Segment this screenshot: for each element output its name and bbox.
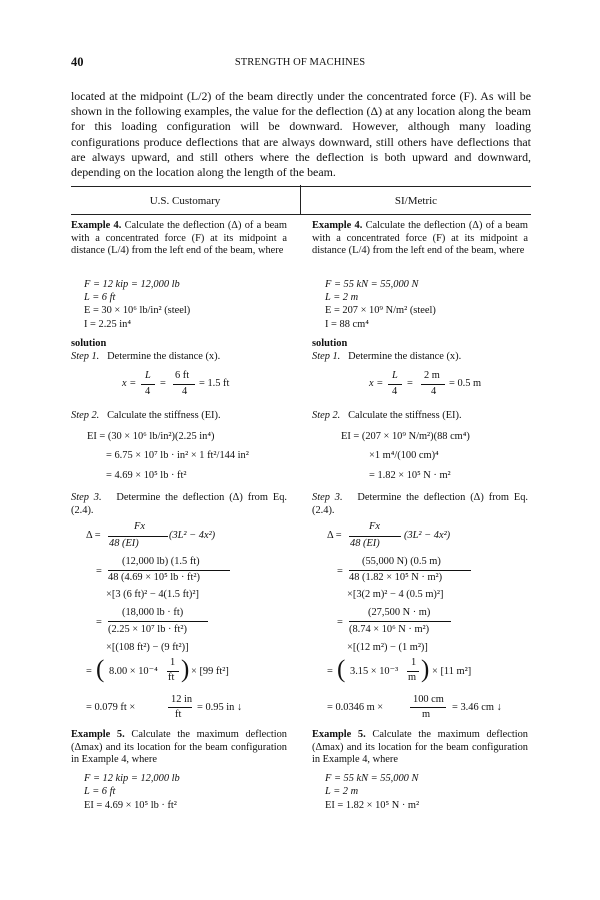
equals: = [407, 378, 413, 389]
frac-num: (18,000 lb · ft) [122, 607, 184, 618]
step1-label: Step 1. [312, 351, 341, 362]
fraction-bar [108, 536, 168, 537]
ei-line-3: = 1.82 × 10⁵ N · m² [369, 470, 451, 481]
solution-label: solution [71, 338, 107, 349]
frac-num: 12 in [171, 694, 193, 705]
page-number: 40 [71, 55, 84, 69]
step1-label: Step 1. [71, 351, 100, 362]
solution-label: solution [312, 338, 348, 349]
delta-lead-7: = 0.0346 m × [327, 702, 384, 713]
frac-den: 48 (EI) [109, 538, 139, 549]
given-line: F = 55 kN = 55,000 N [325, 279, 419, 290]
delta-tail: (3L² − 4x²) [404, 530, 451, 541]
fraction-bar [410, 707, 446, 708]
frac-num: (12,000 lb) (1.5 ft) [122, 556, 200, 567]
step1-result: = 0.5 m [449, 378, 482, 389]
delta-line-5: ×[(12 m²) − (1 m²)] [347, 642, 428, 653]
frac-den: m [408, 672, 417, 683]
example4-title: Example 4. [71, 220, 122, 231]
ei-line-1: EI = (30 × 10⁶ lb/in²)(2.25 in⁴) [87, 431, 215, 442]
frac-num: L [145, 370, 151, 381]
step2-label: Step 2. [312, 410, 341, 421]
delta-line-3: ×[3(2 m)² − 4 (0.5 m)²] [347, 589, 444, 600]
frac-den: (8.74 × 10⁶ N · m²) [349, 624, 430, 635]
fraction-bar [388, 384, 402, 385]
example5-paragraph [71, 729, 287, 767]
fraction-bar [168, 707, 192, 708]
frac-num: 100 cm [413, 694, 444, 705]
fraction-bar [108, 621, 208, 622]
example4-paragraph [312, 220, 528, 258]
given-line: I = 88 cm⁴ [325, 319, 369, 330]
example5-title: Example 5. [312, 729, 366, 740]
frac-num: L [392, 370, 398, 381]
fraction-bar [173, 384, 195, 385]
example5-text: Calculate the maximum deflection (Δmax) and its location for the beam configuration in Example 4, where [312, 729, 528, 766]
frac-den: 4 [145, 386, 151, 397]
frac-den: (2.25 × 10⁷ lb · ft²) [108, 624, 187, 635]
frac-num: (27,500 N · m) [368, 607, 431, 618]
step1-text: Determine the distance (x). [348, 351, 462, 362]
step2-label: Step 2. [71, 410, 100, 421]
delta-tail-6: × [11 m²] [432, 666, 472, 677]
intro-paragraph: located at the midpoint (L/2) of the beam directly under the concentrated force (F). As will be shown in the following examples, the value for the deflection (Δ) at any location along the beam for this loading configuration will be downward. However, although many loading configurations produce deflections that are always downward, still others have deflections that are always upward, and still others where the deflection is both upward and downward, depending on the location along the length of the beam. [71, 89, 531, 180]
frac-num: 6 ft [175, 370, 190, 381]
table-top-rule [71, 186, 531, 187]
ei-line-2: = 6.75 × 10⁷ lb · in² × 1 ft²/144 in² [106, 450, 249, 461]
step2-text: Calculate the stiffness (EI). [107, 410, 221, 421]
delta-tail-6: × [99 ft²] [191, 666, 229, 677]
frac-den: 48 (1.82 × 10⁵ N · m²) [349, 572, 443, 583]
step2-text: Calculate the stiffness (EI). [348, 410, 462, 421]
frac-den: 4 [392, 386, 398, 397]
frac-num: 1 [170, 657, 176, 668]
delta-line-5: ×[(108 ft²) − (9 ft²)] [106, 642, 189, 653]
step3-label: Step 3. [312, 492, 343, 503]
given-line: L = 2 m [325, 786, 359, 797]
given-line: I = 2.25 in⁴ [84, 319, 132, 330]
example5-text: Calculate the maximum deflection (Δmax) and its location for the beam configuration in Example 4, where [71, 729, 287, 766]
delta-tail: (3L² − 4x²) [169, 530, 216, 541]
delta-lhs: Δ = [327, 530, 342, 541]
fraction-bar [349, 570, 471, 571]
fraction-bar [108, 570, 230, 571]
given-line: E = 30 × 10⁶ lb/in² (steel) [84, 305, 191, 316]
column-head-si: SI/Metric [394, 195, 438, 207]
frac-den: 48 (4.69 × 10⁵ lb · ft²) [108, 572, 200, 583]
step3-label: Step 3. [71, 492, 102, 503]
given-line: EI = 1.82 × 10⁵ N · m² [325, 800, 420, 811]
example4-title: Example 4. [312, 220, 363, 231]
step1-lhs: x = [369, 378, 384, 389]
given-line: E = 207 × 10⁹ N/m² (steel) [325, 305, 436, 316]
step3-text: Determine the deflection (Δ) from Eq. (2.4). [312, 492, 529, 516]
delta-lhs: Δ = [86, 530, 101, 541]
frac-num: Fx [369, 521, 380, 532]
example5-title: Example 5. [71, 729, 125, 740]
frac-den: ft [175, 709, 182, 720]
delta-line-3: ×[3 (6 ft)² − 4(1.5 ft)²] [106, 589, 199, 600]
step3-text: Determine the deflection (Δ) from Eq. (2.4). [71, 492, 288, 516]
fraction-bar [141, 384, 155, 385]
example4-text: Calculate the deflection (Δ) of a beam with a concentrated force (F) at its midpoint a distance (L/4) from the left end of the beam, where [312, 220, 528, 257]
given-line: F = 12 kip = 12,000 lb [84, 773, 180, 784]
frac-den: 4 [182, 386, 188, 397]
step1-result: = 1.5 ft [199, 378, 230, 389]
given-line: F = 12 kip = 12,000 lb [84, 279, 180, 290]
delta-result: = 0.95 in ↓ [197, 702, 243, 713]
given-line: L = 6 ft [84, 786, 116, 797]
running-title: STRENGTH OF MACHINES [234, 57, 366, 68]
frac-den: 48 (EI) [350, 538, 380, 549]
step1-text: Determine the distance (x). [107, 351, 221, 362]
frac-num: 1 [411, 657, 417, 668]
example4-paragraph [71, 220, 287, 258]
delta-inner: 8.00 × 10⁻⁴ [109, 666, 158, 677]
delta-inner: 3.15 × 10⁻³ [350, 666, 399, 677]
example4-text: Calculate the deflection (Δ) of a beam with a concentrated force (F) at its midpoint a distance (L/4) from the left end of the beam, where [71, 220, 287, 257]
frac-num: (55,000 N) (0.5 m) [362, 556, 441, 567]
given-line: EI = 4.69 × 10⁵ lb · ft² [84, 800, 177, 811]
given-line: L = 2 m [325, 292, 359, 303]
delta-result: = 3.46 cm ↓ [452, 702, 502, 713]
ei-line-2: ×1 m⁴/(100 cm)⁴ [369, 450, 439, 461]
given-line: F = 55 kN = 55,000 N [325, 773, 419, 784]
column-head-us: U.S. Customary [149, 195, 221, 207]
ei-line-3: = 4.69 × 10⁵ lb · ft² [106, 470, 187, 481]
fraction-bar [349, 536, 401, 537]
frac-den: m [422, 709, 431, 720]
fraction-bar [421, 384, 445, 385]
given-line: L = 6 ft [84, 292, 116, 303]
ei-line-1: EI = (207 × 10⁹ N/m²)(88 cm⁴) [341, 431, 470, 442]
frac-num: 2 m [424, 370, 440, 381]
step1-lhs: x = [122, 378, 137, 389]
equals: = [160, 378, 166, 389]
fraction-bar [349, 621, 451, 622]
delta-lead-7: = 0.079 ft × [86, 702, 136, 713]
frac-den: ft [168, 672, 175, 683]
example5-paragraph [312, 729, 528, 767]
table-header-rule [71, 214, 531, 215]
frac-den: 4 [431, 386, 437, 397]
frac-num: Fx [134, 521, 145, 532]
